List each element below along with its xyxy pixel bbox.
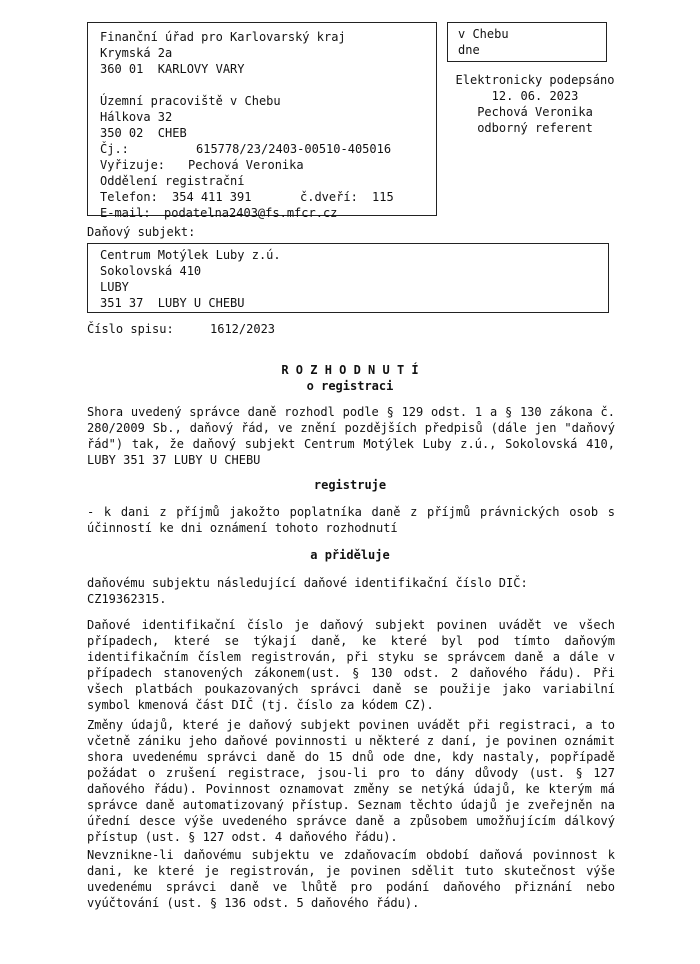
file-number-value: 1612/2023 (210, 322, 276, 336)
place-date-box (447, 22, 607, 62)
office-address-box (87, 22, 437, 220)
file-number-label: Číslo spisu: (87, 322, 174, 336)
decision-title: R O Z H O D N U T Í (281, 363, 419, 377)
subject-address-box (87, 243, 609, 313)
electronic-signature (440, 72, 630, 136)
door-number: 115 (372, 190, 394, 204)
paragraph-dic-usage: Daňové identifikační číslo je daňový subjekt povinen uvádět ve všech případech, které se týkají daně, ke které byl pod tímto daňovým identifikačním číslem registrován, při styku se správcem daně a dále v případech stanovených zákonem(ust. § 130 odst. 2 daňového řádu). Při všech platbách poukazovaných správci daně se použije jako variabilní symbol kmenová část DIČ (tj. číslo za kódem CZ). (87, 618, 615, 712)
assigns-text: daňovému subjektu následující daňové identifikační číslo DIČ: CZ19362315. (87, 576, 528, 606)
email-label: E-mail: (100, 206, 151, 220)
subject-postal: 351 37 LUBY U CHEBU (100, 296, 245, 310)
department-name: Oddělení registrační (100, 174, 245, 188)
registers-heading: registruje (313, 478, 387, 492)
signature-note: Elektronicky podepsáno (455, 73, 615, 87)
place-text: v Chebu (458, 27, 509, 41)
handler-name: Pechová Veronika (188, 158, 304, 172)
reference-label: Čj.: (100, 142, 129, 156)
date-label: dne (458, 43, 480, 57)
signature-name: Pechová Veronika (477, 105, 593, 119)
registers-text: - k dani z příjmů jakožto poplatníka daně z příjmů právnických osob s účinností ke dni oznámení tohoto rozhodnutí (87, 505, 615, 535)
signature-role: odborný referent (477, 121, 593, 135)
paragraph-no-tax-liability: Nevznikne-li daňovému subjektu ve zdaňovacím období daňová povinnost k dani, ke které je registrován, je povinen sdělit tuto skutečnost výše uvedenému správci daně ve lhůtě pro podání daňového přiznání nebo vyúčtování (ust. § 136 odst. 5 daňového řádu). (87, 848, 615, 910)
subject-label: Daňový subjekt: (87, 225, 196, 239)
office-name: Finanční úřad pro Karlovarský kraj (100, 30, 346, 44)
assigns-heading: a přiděluje (310, 548, 390, 562)
subject-street: Sokolovská 410 (100, 264, 202, 278)
paragraph-changes: Změny údajů, které je daňový subjekt povinen uvádět při registraci, a to včetně zániku jeho daňové povinnosti u některé z daní, je povinen oznámit shora uvedenému správci daně do 15 dnů ode dne, kdy nastaly, popřípadě požádat o zrušení registrace, jsou-li pro to dány důvody (ust. § 127 daňového řádu). Povinnost oznamovat změny se netýká údajů, ke kterým má správce daně automatizovaný přístup. Seznam těchto údajů je zveřejněn na úřední desce výše uvedeného správce daně a způsobem umožňujícím dálkový přístup (ust. § 127 odst. 4 daňového řádu). (87, 718, 615, 844)
subject-name: Centrum Motýlek Luby z.ú. (100, 248, 281, 262)
decision-subtitle: o registraci (306, 379, 394, 393)
signature-date: 12. 06. 2023 (491, 89, 579, 103)
phone-number: 354 411 391 (172, 190, 252, 204)
branch-street: Hálkova 32 (100, 110, 173, 124)
decision-intro: Shora uvedený správce daně rozhodl podle § 129 odst. 1 a § 130 zákona č. 280/2009 Sb., daňový řád, ve znění pozdějších předpisů (dále jen "daňový řád") tak, že daňový subjekt Centrum Motýlek Luby z.ú., Sokolovská 410, LUBY 351 37 LUBY U CHEBU (87, 405, 615, 467)
branch-city: 350 02 CHEB (100, 126, 187, 140)
subject-town: LUBY (100, 280, 129, 294)
door-label: č.dveří: (300, 190, 358, 204)
reference-number: 615778/23/2403-00510-405016 (196, 142, 392, 156)
office-city: 360 01 KARLOVY VARY (100, 62, 245, 76)
handler-label: Vyřizuje: (100, 158, 166, 172)
branch-name: Územní pracoviště v Chebu (100, 94, 281, 108)
email-address: podatelna2403@fs.mfcr.cz (164, 206, 338, 220)
phone-label: Telefon: (100, 190, 158, 204)
office-street: Krymská 2a (100, 46, 173, 60)
